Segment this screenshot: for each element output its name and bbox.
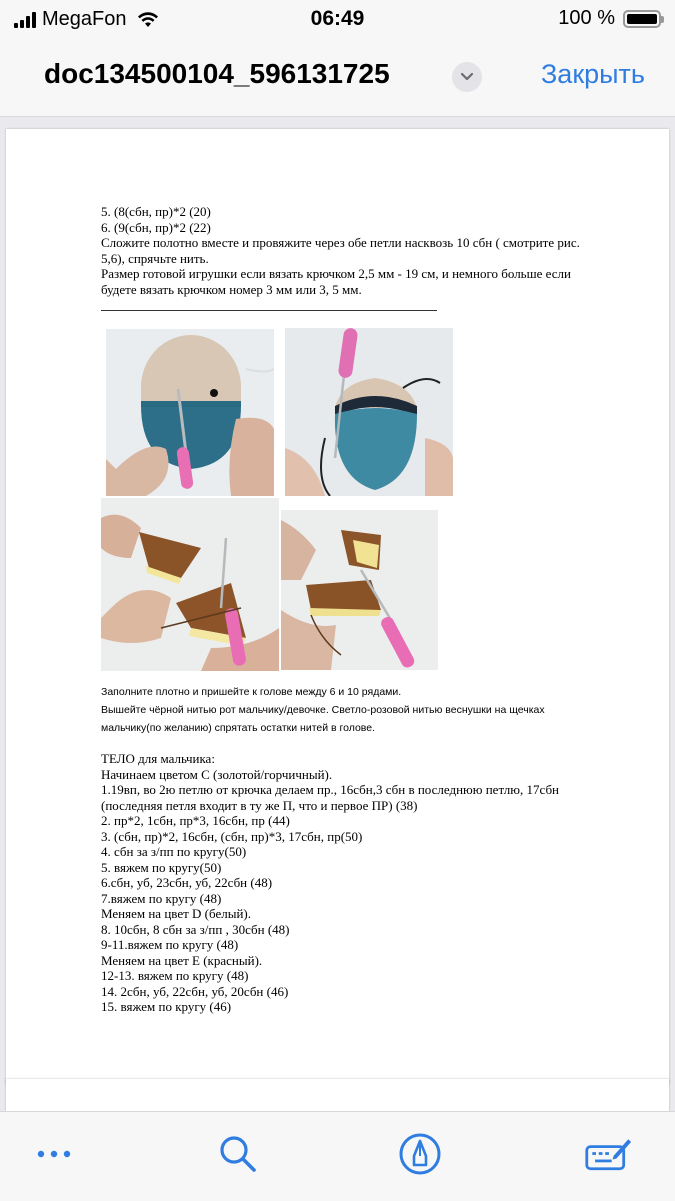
text-line: 3. (сбн, пр)*2, 16сбн, (сбн, пр)*3, 17сбн, пр(50) xyxy=(101,828,363,844)
divider-line xyxy=(101,310,437,311)
text-line: 2. пр*2, 1сбн, пр*3, 16сбн, пр (44) xyxy=(101,813,290,828)
text-line: 8. 10сбн, 8 сбн за з/пп , 30сбн (48) xyxy=(101,921,290,937)
text-line: 12-13. вяжем по кругу (48) xyxy=(101,968,249,983)
text-line: Меняем на цвет D (белый). xyxy=(101,906,251,921)
text-line: Сложите полотно вместе и провяжите через обе петли насквозь 10 сбн ( смотрите рис. xyxy=(101,235,580,250)
text-line: 5,6), спрячьте нить. xyxy=(101,250,209,266)
text-line: Начинаем цветом С (золотой/горчичный). xyxy=(101,766,333,782)
text-line: 7.вяжем по кругу (48) xyxy=(101,890,222,906)
text-line: 4. сбн за з/пп по кругу(50) xyxy=(101,844,247,859)
clock: 06:49 xyxy=(310,7,365,30)
text-line: 15. вяжем по кругу (46) xyxy=(101,999,232,1014)
search-button[interactable] xyxy=(214,1130,262,1178)
document-page xyxy=(6,129,669,1084)
keyboard-edit-icon xyxy=(584,1132,632,1176)
body-text-block xyxy=(101,751,631,1015)
photo-crochet-edge xyxy=(285,328,453,496)
document-viewer[interactable] xyxy=(0,117,675,1111)
nav-bar xyxy=(0,40,675,117)
photo-ears-pieces xyxy=(101,498,279,671)
chevron-down-icon xyxy=(460,72,474,82)
markup-button[interactable] xyxy=(396,1130,444,1178)
title-menu-button[interactable] xyxy=(452,62,482,92)
text-line: 14. 2сбн, уб, 22сбн, уб, 20сбн (46) xyxy=(101,983,289,999)
text-line: 6. (9(сбн, пр)*2 (22) xyxy=(101,219,211,235)
text-line: 9-11.вяжем по кругу (48) xyxy=(101,937,239,952)
text-line: ТЕЛО для мальчика: xyxy=(101,751,215,766)
photo-head-hook xyxy=(106,329,274,496)
text-line: (последняя петля входит в ту же П, что и первое ПР) (38) xyxy=(101,797,418,813)
text-line: Заполните плотно и пришейте к голове между 6 и 10 рядами. xyxy=(101,686,402,698)
markup-icon xyxy=(398,1132,442,1176)
photo-ear-closing xyxy=(281,510,438,670)
text-line: 6.сбн, уб, 23сбн, уб, 22сбн (48) xyxy=(101,875,273,890)
text-line: 1.19вп, во 2ю петлю от крючка делаем пр., 16сбн,3 сбн в последнюю петлю, 17сбн xyxy=(101,782,560,797)
battery-percent: 100 % xyxy=(558,7,615,29)
text-line: 5. (8(сбн, пр)*2 (20) xyxy=(101,204,211,219)
keyboard-edit-button[interactable] xyxy=(584,1130,632,1178)
text-line: будете вязать крючком номер 3 мм или 3, 5 мм. xyxy=(101,281,362,297)
status-bar xyxy=(0,0,675,40)
status-right xyxy=(558,7,661,30)
search-icon xyxy=(218,1134,258,1174)
document-title: doc134500104_596131725 xyxy=(44,58,390,89)
battery-icon xyxy=(623,10,661,28)
next-document-page xyxy=(6,1079,669,1111)
text-line: 5. вяжем по кругу(50) xyxy=(101,859,222,875)
text-line: мальчику(по желанию) спрятать остатки нитей в голове. xyxy=(101,722,376,734)
text-line: Меняем на цвет E (красный). xyxy=(101,952,263,968)
top-text-block xyxy=(101,204,621,297)
more-icon xyxy=(36,1149,72,1159)
carrier-name: MegaFon xyxy=(42,8,127,30)
bottom-toolbar xyxy=(0,1111,675,1201)
text-line: Вышейте чёрной нитью рот мальчику/девочке. Светло-розовой нитью веснушки на щечках xyxy=(101,704,545,716)
close-button[interactable]: Закрыть xyxy=(541,59,645,89)
more-button[interactable] xyxy=(30,1130,78,1178)
text-line: Размер готовой игрушки если вязать крючком 2,5 мм - 19 см, и немного больше если xyxy=(101,266,571,281)
caption-block xyxy=(101,683,631,737)
